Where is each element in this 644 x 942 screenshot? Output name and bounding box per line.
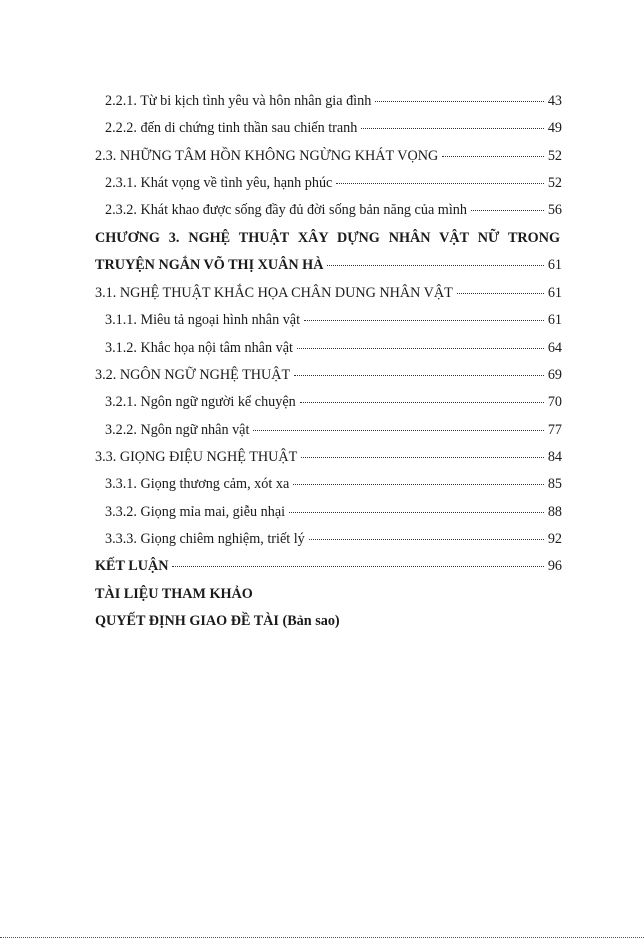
toc-entry-title: 3.2.1. Ngôn ngữ người kể chuyện (105, 394, 296, 410)
toc-entry-title: 3.3. GIỌNG ĐIỆU NGHỆ THUẬT (95, 449, 298, 465)
toc-entry-title: TRUYỆN NGẮN VÕ THỊ XUÂN HÀ (95, 257, 324, 273)
toc-page-number: 56 (547, 202, 562, 218)
toc-entry-title: 2.3.1. Khát vọng về tình yêu, hạnh phúc (105, 175, 333, 191)
toc-entry (95, 148, 562, 168)
toc-entry (105, 476, 562, 496)
toc-entry (105, 504, 562, 524)
toc-dot-leader (361, 128, 543, 129)
toc-page-number: 85 (547, 476, 562, 492)
toc-dot-leader (327, 265, 543, 266)
toc-page-number: 49 (547, 120, 562, 136)
toc-page-number: 70 (547, 394, 562, 410)
toc-page-number: 43 (547, 93, 562, 109)
toc-page-number: 52 (547, 148, 562, 164)
toc-dot-leader (457, 293, 544, 294)
toc-entry (105, 175, 562, 195)
toc-page-number: 96 (547, 558, 562, 574)
toc-chapter-heading (95, 230, 562, 250)
toc-dot-leader (297, 348, 544, 349)
toc-dot-leader (253, 430, 543, 431)
toc-entry-title: QUYẾT ĐỊNH GIAO ĐỀ TÀI (Bản sao) (95, 613, 340, 629)
toc-entry-title: 2.3. NHỮNG TÂM HỒN KHÔNG NGỪNG KHÁT VỌNG (95, 148, 439, 164)
toc-page-number: 61 (547, 312, 562, 328)
toc-entry (105, 312, 562, 332)
toc-page-number: 92 (547, 531, 562, 547)
toc-dot-leader (294, 375, 544, 376)
toc-dot-leader (172, 566, 543, 567)
toc-entry-title: 3.1.1. Miêu tả ngoại hình nhân vật (105, 312, 301, 328)
toc-page-number: 64 (547, 340, 562, 356)
toc-entry (95, 367, 562, 387)
toc-dot-leader (442, 156, 544, 157)
toc-entry (95, 257, 562, 277)
toc-entry-title: KẾT LUẬN (95, 558, 169, 574)
toc-entry (105, 120, 562, 140)
toc-dot-leader (471, 210, 544, 211)
toc-entry-title: 3.3.2. Giọng mỉa mai, giễu nhại (105, 504, 286, 520)
toc-page-number: 77 (547, 422, 562, 438)
toc-dot-leader (309, 539, 544, 540)
toc-entry-title: TÀI LIỆU THAM KHẢO (95, 586, 253, 602)
toc-dot-leader (300, 402, 544, 403)
toc-page-number: 84 (547, 449, 562, 465)
toc-page-number: 61 (547, 257, 562, 273)
toc-entry (105, 340, 562, 360)
toc-dot-leader (336, 183, 543, 184)
toc-dot-leader (289, 512, 544, 513)
toc-entry (105, 394, 562, 414)
toc-entry-title: 3.1. NGHỆ THUẬT KHẮC HỌA CHÂN DUNG NHÂN VẬT (95, 285, 453, 301)
toc-dot-leader (304, 320, 544, 321)
toc-dot-leader (375, 101, 543, 102)
toc-entry-title: 2.3.2. Khát khao được sống đầy đủ đời sống bản năng của mình (105, 202, 467, 218)
toc-entry-title: 2.2.2. đến di chứng tinh thần sau chiến tranh (105, 120, 358, 136)
page-bottom-border (0, 937, 644, 938)
toc-entry (105, 531, 562, 551)
toc-entry (95, 558, 562, 578)
toc-entry (95, 613, 562, 633)
toc-entry-title: 2.2.1. Từ bi kịch tình yêu và hôn nhân gia đình (105, 93, 372, 109)
toc-entry (95, 449, 562, 469)
toc-entry (105, 202, 562, 222)
toc-entry (105, 422, 562, 442)
toc-page-number: 88 (547, 504, 562, 520)
toc-entry-title: 3.3.1. Giọng thương cảm, xót xa (105, 476, 290, 492)
toc-entry-title: 3.2.2. Ngôn ngữ nhân vật (105, 422, 250, 438)
toc-entry-title: 3.1.2. Khắc họa nội tâm nhân vật (105, 340, 293, 356)
toc-page-number: 52 (547, 175, 562, 191)
toc-dot-leader (293, 484, 544, 485)
toc-page-number: 61 (547, 285, 562, 301)
toc-entry-title: 3.3.3. Giọng chiêm nghiệm, triết lý (105, 531, 305, 547)
toc-entry (95, 285, 562, 305)
toc-entry (95, 586, 562, 606)
toc-dot-leader (301, 457, 544, 458)
toc-entry-title: CHƯƠNG 3. NGHỆ THUẬT XÂY DỰNG NHÂN VẬT NỮ TRONG (95, 230, 560, 246)
toc-entry (105, 93, 562, 113)
toc-entry-title: 3.2. NGÔN NGỮ NGHỆ THUẬT (95, 367, 291, 383)
toc-page-number: 69 (547, 367, 562, 383)
